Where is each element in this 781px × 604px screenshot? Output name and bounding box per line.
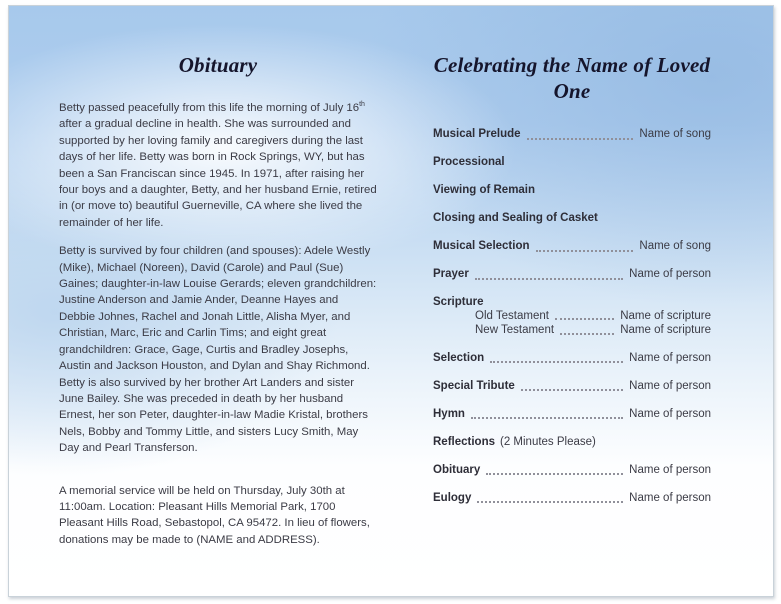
program-item-processional <box>433 154 711 171</box>
program-item-label: Hymn <box>433 407 465 420</box>
program-item-note: (2 Minutes Please) <box>500 435 596 448</box>
scripture-sub-items <box>433 309 711 338</box>
program-item-value: Name of person <box>629 491 711 504</box>
program-item-value: Name of person <box>629 463 711 476</box>
program-item-label: Musical Prelude <box>433 128 521 140</box>
ordinal-superscript: th <box>359 101 365 109</box>
program-subitem-label: New Testament <box>475 324 555 336</box>
dot-leader <box>527 138 634 140</box>
program-item-viewing-of-remain <box>433 182 711 199</box>
program-item-label: Viewing of Remain <box>433 184 536 196</box>
service-page-title: Celebrating the Name of Loved One <box>433 53 711 103</box>
program-item-label: Prayer <box>433 268 469 280</box>
program-item-value: Name of person <box>629 407 711 420</box>
dot-leader <box>475 278 623 280</box>
program-item-label: Musical Selection <box>433 240 530 252</box>
program-item-prayer <box>433 266 711 283</box>
program-subitem-new-testament <box>475 323 711 338</box>
program-item-value: Name of song <box>639 240 711 252</box>
program-sheet <box>8 5 774 597</box>
program-item-label: Reflections <box>433 435 495 448</box>
dot-leader <box>555 318 614 320</box>
program-item-hymn <box>433 406 711 423</box>
obituary-paragraph-3: A memorial service will be held on Thursday, July 30th at 11:00am. Location: Pleasant Hills Memorial Park, 1700 Pleasant Hills Road, Sebastopol, CA 95472. In lieu of flowers, donations may be made to (NAME and ADDRESS). <box>59 484 370 546</box>
program-item-label: Obituary <box>433 463 481 476</box>
program-item-selection <box>433 350 711 367</box>
program-item-eulogy <box>433 490 711 507</box>
program-item-obituary <box>433 462 711 479</box>
dot-leader <box>521 389 623 391</box>
obituary-paragraph-2: Betty is survived by four children (and spouses): Adele Westly (Mike), Michael (Noreen), David (Carole) and Paul (Sue) Gaines; daughter-in-law Louise Gerards; eleven grandchildren: Justine Anderson and Jamie Ander, Deanne Hayes and Debbie Johnes, Rachel and Jonah Little, Alisha Myer, and Christian, Marc, Eric and Carlin Tims; and eight great grandchildren: Grace, Gage, Curtis and Bradley Josephs, Austin and Jackson Houston, and Dylan and Shay Richmond. Betty is also survived by her brother Art Landers and sister June Bailey. She was preceded in death by her husband Ernest, her son Peter, daughter-in-law Madie Kristal, brothers Nels, Bobby and Tommy Little, and sisters Lucy Smith, May Day and Pearl Transferson. <box>59 245 377 455</box>
program-item-musical-prelude <box>433 126 711 143</box>
dot-leader <box>486 473 623 475</box>
program-item-label: Selection <box>433 351 485 364</box>
dot-leader <box>471 417 623 419</box>
paragraph-1-text: Betty passed peacefully from this life the morning of July 16 <box>59 102 360 114</box>
program-item-label: Processional <box>433 156 505 168</box>
program-item-label: Eulogy <box>433 491 472 504</box>
program-item-closing-and-sealing <box>433 210 711 227</box>
program-item-label: Scripture <box>433 296 484 308</box>
program-item-value: Name of song <box>639 128 711 140</box>
program-item-value: Name of person <box>629 351 711 364</box>
dot-leader <box>477 501 623 503</box>
dot-leader <box>560 333 614 335</box>
program-subitem-old-testament <box>475 309 711 324</box>
obituary-paragraph-1 <box>59 100 377 231</box>
order-of-service-page <box>391 6 773 596</box>
obituary-page-title: Obituary <box>178 53 258 77</box>
program-item-special-tribute <box>433 378 711 395</box>
program-item-label: Special Tribute <box>433 379 515 392</box>
program-subitem-label: Old Testament <box>475 309 549 322</box>
program-item-label: Closing and Sealing of Casket <box>433 212 598 224</box>
program-item-reflections <box>433 434 711 451</box>
obituary-body <box>59 100 377 548</box>
paragraph-1-continued: after a gradual decline in health. She was surrounded and supported by her loving family and caregivers during the last days of her life. Betty was born in Rock Springs, WY, but has been a San Franciscan since 1945. In 1971, after raising her four boys and a daughter, Betty, and her husband Ernie, retired in (or move to) beautiful Guerneville, CA where she lived the remainder of her life. <box>59 118 377 229</box>
program-item-value: Name of person <box>629 268 711 280</box>
order-of-service-list <box>433 126 711 506</box>
dot-leader <box>536 250 634 252</box>
program-subitem-value: Name of scripture <box>620 309 711 322</box>
obituary-page <box>9 6 391 596</box>
program-item-value: Name of person <box>629 379 711 392</box>
program-subitem-value: Name of scripture <box>620 324 711 336</box>
program-item-musical-selection <box>433 238 711 255</box>
dot-leader <box>490 361 623 363</box>
